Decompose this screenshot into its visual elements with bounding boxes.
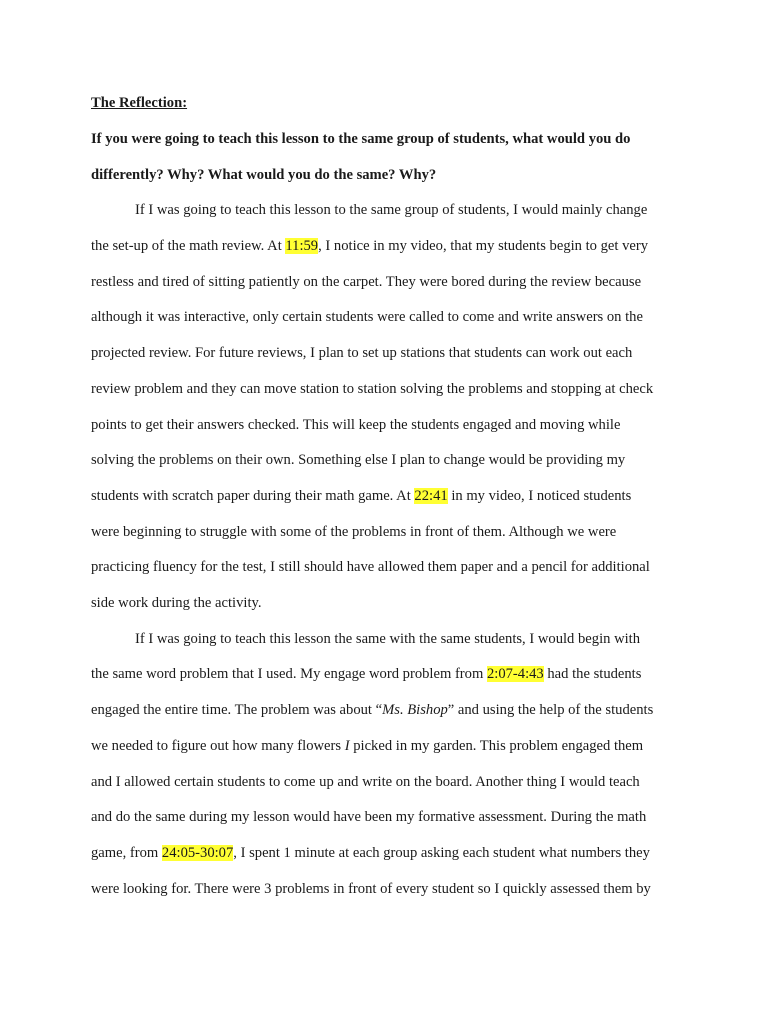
reflection-heading: The Reflection:	[91, 95, 188, 111]
timestamp-highlight: 24:05-30:07	[161, 845, 234, 861]
text-span: game, from	[91, 845, 162, 861]
emphasis-text: I	[344, 738, 350, 754]
paragraph1-line-6: review problem and they can move station to station solving the problems and stopping at check	[91, 381, 654, 397]
text-span: picked in my garden. This problem engaged them	[349, 738, 644, 754]
timestamp-highlight: 11:59	[285, 238, 319, 254]
text-span: ” and using the help of the students	[447, 702, 654, 718]
question-line-2: differently? Why? What would you do the same? Why?	[91, 167, 437, 183]
paragraph2-line-6: and do the same during my lesson would have been my formative assessment. During the math	[91, 809, 647, 825]
timestamp-highlight: 2:07-4:43	[486, 666, 544, 682]
paragraph1-line-8: solving the problems on their own. Something else I plan to change would be providing my	[91, 452, 626, 468]
text-span: had the students	[543, 666, 642, 682]
paragraph2-line-2	[91, 665, 641, 683]
text-span: , I notice in my video, that my students begin to get very	[318, 238, 649, 254]
timestamp-highlight: 22:41	[414, 488, 448, 504]
text-span: students with scratch paper during their math game. At	[91, 488, 415, 504]
text-span: the same word problem that I used. My engage word problem from	[91, 666, 487, 682]
paragraph1-line-5: projected review. For future reviews, I plan to set up stations that students can work out each	[91, 345, 633, 361]
paragraph1-line-10: were beginning to struggle with some of the problems in front of them. Although we were	[91, 524, 617, 540]
text-span: in my video, I noticed students	[447, 488, 632, 504]
paragraph1-line-1: If I was going to teach this lesson to the same group of students, I would mainly change	[135, 202, 648, 218]
text-span: we needed to figure out how many flowers	[91, 738, 345, 754]
paragraph1-line-7: points to get their answers checked. This will keep the students engaged and moving while	[91, 417, 621, 433]
question-line-1: If you were going to teach this lesson to the same group of students, what would you do	[91, 131, 631, 147]
paragraph1-line-2	[91, 237, 648, 255]
paragraph1-line-4: although it was interactive, only certain students were called to come and write answers on the	[91, 309, 643, 325]
text-span: engaged the entire time. The problem was about “	[91, 702, 383, 718]
paragraph1-line-12: side work during the activity.	[91, 595, 262, 611]
text-span: , I spent 1 minute at each group asking each student what numbers they	[233, 845, 650, 861]
paragraph1-line-9	[91, 487, 631, 505]
paragraph2-line-1: If I was going to teach this lesson the same with the same students, I would begin with	[135, 631, 641, 647]
paragraph2-line-3	[91, 701, 653, 719]
text-span: the set-up of the math review. At	[91, 238, 286, 254]
paragraph2-line-4	[91, 737, 643, 755]
paragraph1-line-11: practicing fluency for the test, I still should have allowed them paper and a pencil for additional	[91, 559, 650, 575]
paragraph2-line-7	[91, 844, 650, 862]
emphasis-text: Ms. Bishop	[382, 702, 448, 718]
paragraph2-line-5: and I allowed certain students to come up and write on the board. Another thing I would teach	[91, 774, 640, 790]
paragraph1-line-3: restless and tired of sitting patiently on the carpet. They were bored during the review because	[91, 274, 642, 290]
paragraph2-line-8: were looking for. There were 3 problems in front of every student so I quickly assessed them by	[91, 881, 651, 897]
